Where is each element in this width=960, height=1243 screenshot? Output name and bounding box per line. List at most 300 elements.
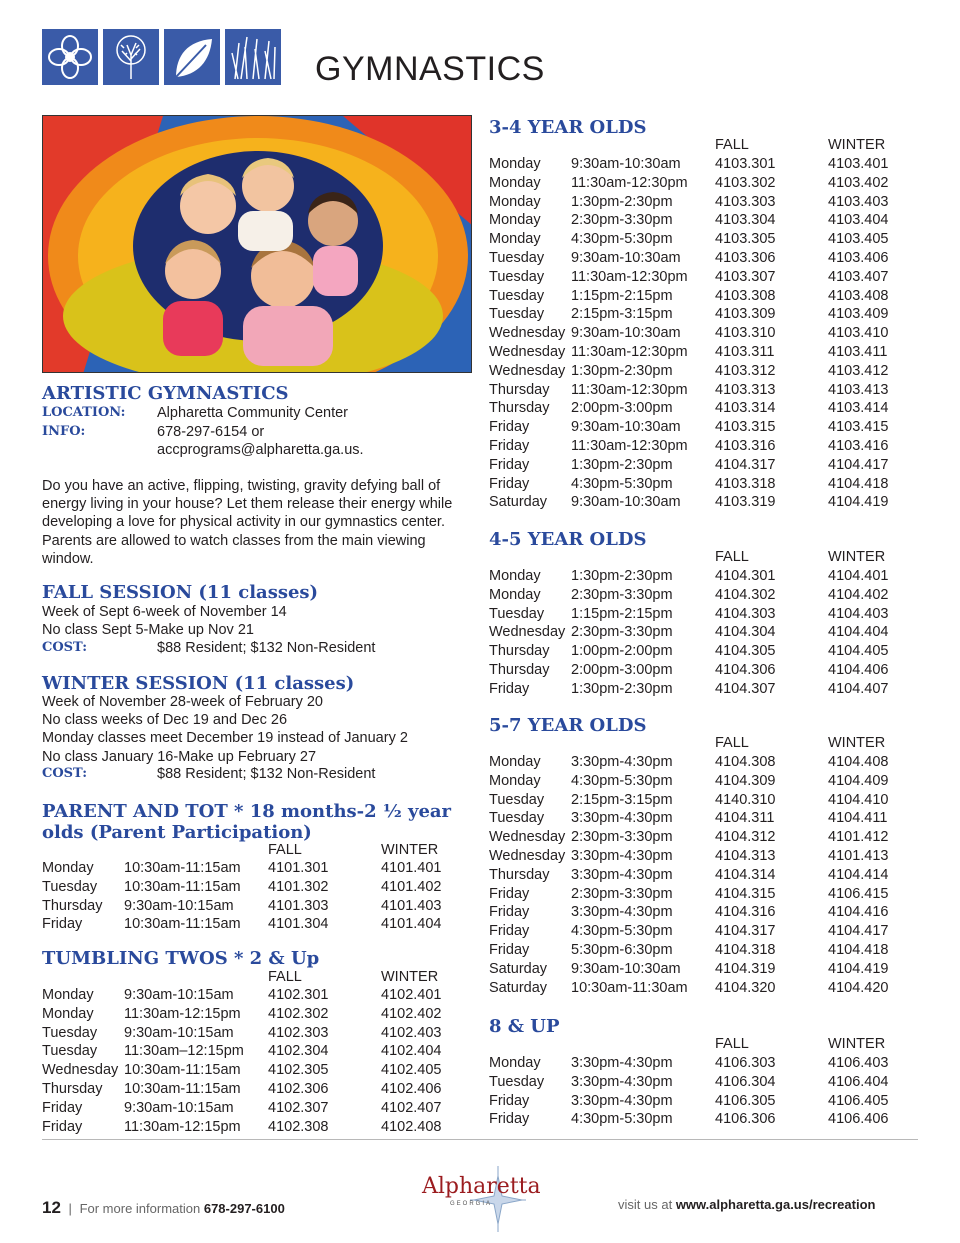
fall-session-dates: Week of Sept 6-week of November 14 — [42, 604, 287, 620]
schedule-row — [42, 1119, 472, 1138]
four-five-table — [489, 568, 919, 700]
schedule-row — [42, 1081, 472, 1100]
schedule-row — [489, 250, 919, 269]
schedule-row — [489, 400, 919, 419]
parent-tot-column-headers — [42, 842, 472, 860]
time-cell: 3:30pm-4:30pm — [571, 1092, 673, 1109]
day-cell: Saturday — [489, 960, 548, 977]
fall-code-cell: 4103.314 — [715, 400, 776, 417]
schedule-row — [489, 848, 919, 867]
tumbling-column-headers — [42, 969, 472, 987]
day-cell: Tuesday — [489, 791, 545, 808]
time-cell: 2:30pm-3:30pm — [571, 885, 673, 902]
time-cell: 1:30pm-2:30pm — [571, 362, 673, 379]
winter-column-header: WINTER — [381, 842, 439, 858]
time-cell: 4:30pm-5:30pm — [571, 1111, 673, 1128]
day-cell: Monday — [489, 193, 541, 210]
winter-code-cell: 4101.404 — [381, 916, 442, 933]
fall-code-cell: 4103.316 — [715, 438, 776, 454]
parent-tot-table — [42, 860, 472, 935]
location-value: Alpharetta Community Center — [157, 405, 348, 421]
day-cell: Tuesday — [489, 306, 545, 323]
tumbling-twos-heading: TUMBLING TWOS * 2 & Up — [42, 948, 320, 969]
time-cell: 11:30am-12:30pm — [571, 381, 688, 398]
winter-column-header: WINTER — [828, 735, 886, 751]
time-cell: 10:30am-11:15am — [124, 860, 241, 876]
winter-line: No class weeks of Dec 19 and Dec 26 — [42, 712, 288, 729]
schedule-row — [489, 306, 919, 325]
winter-code-cell: 4103.409 — [828, 306, 889, 323]
fall-code-cell: 4103.315 — [715, 419, 776, 436]
winter-cost-label: COST: — [42, 766, 88, 781]
day-cell: Friday — [489, 438, 530, 454]
schedule-row — [489, 980, 919, 999]
day-cell: Friday — [489, 904, 530, 921]
fall-code-cell: 4103.309 — [715, 306, 776, 323]
winter-code-cell: 4103.408 — [828, 287, 889, 304]
day-cell: Saturday — [489, 979, 548, 996]
time-cell: 11:30am-12:30pm — [571, 174, 688, 191]
fall-code-cell: 4101.302 — [268, 878, 329, 895]
time-cell: 9:30am-10:15am — [124, 987, 234, 1003]
time-cell: 9:30am-10:30am — [571, 960, 681, 977]
day-cell: Monday — [489, 568, 541, 584]
winter-code-cell: 4104.418 — [828, 942, 889, 958]
fall-code-cell: 4103.302 — [715, 174, 776, 191]
intro-paragraph — [42, 477, 472, 568]
time-cell: 10:30am-11:15am — [124, 1081, 241, 1097]
fall-code-cell: 4104.319 — [715, 960, 776, 977]
time-cell: 4:30pm-5:30pm — [571, 475, 673, 492]
footer-separator: | — [68, 1201, 72, 1216]
winter-code-cell: 4103.406 — [828, 250, 889, 266]
three-four-table — [489, 156, 919, 513]
winter-code-cell: 4106.404 — [828, 1073, 889, 1090]
intro-line: Parents are allowed to watch classes from the main viewing — [42, 532, 426, 549]
schedule-row — [42, 1062, 472, 1081]
parent-tot-heading: PARENT AND TOT * 18 months-2 ½ year — [42, 801, 452, 822]
time-cell: 9:30am-10:30am — [571, 250, 681, 266]
day-cell: Thursday — [489, 866, 550, 883]
time-cell: 2:30pm-3:30pm — [571, 212, 673, 229]
winter-column-header: WINTER — [381, 969, 439, 985]
fall-code-cell: 4104.311 — [715, 810, 775, 827]
winter-column-header: WINTER — [828, 1036, 886, 1052]
winter-code-cell: 4103.413 — [828, 381, 889, 398]
winter-code-cell: 4102.407 — [381, 1099, 442, 1116]
time-cell: 2:15pm-3:15pm — [571, 791, 673, 808]
day-cell: Thursday — [42, 897, 103, 914]
time-cell: 9:30am-10:30am — [571, 419, 681, 436]
fall-code-cell: 4104.315 — [715, 885, 776, 902]
winter-code-cell: 4103.415 — [828, 419, 889, 436]
winter-cost-value: $88 Resident; $132 Non-Resident — [157, 766, 376, 782]
time-cell: 1:15pm-2:15pm — [571, 287, 673, 304]
fall-code-cell: 4104.318 — [715, 942, 776, 958]
fall-code-cell: 4103.310 — [715, 325, 776, 342]
fall-code-cell: 4104.317 — [715, 456, 776, 473]
schedule-row — [489, 829, 919, 848]
time-cell: 2:00pm-3:00pm — [571, 400, 673, 417]
fall-code-cell: 4140.310 — [715, 791, 776, 808]
day-cell: Monday — [489, 1055, 541, 1071]
schedule-row — [489, 344, 919, 363]
footer-url[interactable]: www.alpharetta.ga.us/recreation — [675, 1197, 876, 1212]
five-seven-heading: 5-7 YEAR OLDS — [489, 715, 647, 736]
fall-code-cell: 4103.301 — [715, 156, 776, 172]
winter-code-cell: 4106.403 — [828, 1055, 889, 1071]
winter-code-cell: 4103.405 — [828, 231, 889, 248]
winter-code-cell: 4103.407 — [828, 268, 889, 285]
day-cell: Monday — [489, 754, 541, 770]
fall-column-header: FALL — [268, 969, 302, 985]
day-cell: Monday — [42, 1005, 94, 1022]
day-cell: Wednesday — [42, 1062, 119, 1079]
fall-code-cell: 4104.313 — [715, 848, 776, 864]
winter-code-cell: 4101.401 — [381, 860, 442, 876]
day-cell: Wednesday — [489, 325, 566, 342]
schedule-row — [489, 961, 919, 980]
logo-subtext: GEORGIA — [450, 1201, 493, 1207]
fall-column-header: FALL — [715, 549, 749, 565]
schedule-row — [489, 886, 919, 905]
fall-code-cell: 4104.312 — [715, 829, 776, 846]
winter-code-cell: 4104.418 — [828, 475, 889, 492]
time-cell: 1:30pm-2:30pm — [571, 193, 673, 210]
winter-code-cell: 4103.411 — [828, 344, 888, 360]
schedule-row — [489, 923, 919, 942]
fall-code-cell: 4106.306 — [715, 1111, 776, 1128]
winter-code-cell: 4102.403 — [381, 1024, 442, 1041]
day-cell: Friday — [489, 680, 530, 697]
fall-code-cell: 4106.305 — [715, 1092, 776, 1109]
time-cell: 4:30pm-5:30pm — [571, 923, 673, 940]
time-cell: 2:30pm-3:30pm — [571, 586, 673, 603]
winter-code-cell: 4104.404 — [828, 624, 889, 641]
day-cell: Tuesday — [489, 810, 545, 827]
schedule-row — [489, 1055, 919, 1074]
schedule-row — [489, 1074, 919, 1093]
time-cell: 1:30pm-2:30pm — [571, 680, 673, 697]
winter-code-cell: 4101.403 — [381, 897, 442, 914]
eight-up-column-headers — [489, 1036, 919, 1054]
parent-tot-subheading: olds (Parent Participation) — [42, 822, 312, 843]
schedule-row — [489, 568, 919, 587]
page-number: 12 — [42, 1198, 61, 1217]
schedule-row — [489, 643, 919, 662]
time-cell: 10:30am-11:30am — [571, 979, 688, 996]
time-cell: 11:30am-12:15pm — [124, 1118, 241, 1135]
fall-code-cell: 4104.317 — [715, 923, 776, 940]
fall-code-cell: 4104.308 — [715, 754, 776, 770]
schedule-row — [489, 810, 919, 829]
day-cell: Monday — [489, 586, 541, 603]
day-cell: Friday — [42, 1099, 83, 1116]
intro-line: developing a love for physical activity in our gymnastics center. — [42, 514, 445, 531]
time-cell: 11:30am-12:30pm — [571, 438, 688, 454]
schedule-row — [489, 212, 919, 231]
fall-code-cell: 4104.303 — [715, 605, 776, 622]
winter-code-cell: 4104.419 — [828, 960, 889, 977]
day-cell: Friday — [489, 475, 530, 492]
schedule-row — [489, 606, 919, 625]
info-label: INFO: — [42, 424, 86, 439]
fall-code-cell: 4103.308 — [715, 287, 776, 304]
winter-code-cell: 4104.411 — [828, 810, 888, 827]
day-cell: Friday — [489, 1111, 530, 1128]
three-four-column-headers — [489, 137, 919, 155]
fall-code-cell: 4104.306 — [715, 662, 776, 678]
fall-code-cell: 4103.307 — [715, 268, 776, 285]
fall-session-noclass: No class Sept 5-Make up Nov 21 — [42, 622, 254, 638]
winter-code-cell: 4102.405 — [381, 1062, 442, 1079]
three-four-heading: 3-4 YEAR OLDS — [489, 117, 647, 138]
day-cell: Monday — [489, 772, 541, 789]
time-cell: 5:30pm-6:30pm — [571, 942, 673, 958]
artistic-heading: ARTISTIC GYMNASTICS — [42, 383, 289, 404]
time-cell: 4:30pm-5:30pm — [571, 772, 673, 789]
schedule-row — [42, 879, 472, 898]
day-cell: Thursday — [489, 662, 550, 678]
day-cell: Tuesday — [42, 1043, 98, 1060]
day-cell: Friday — [489, 885, 530, 902]
winter-code-cell: 4104.417 — [828, 456, 889, 473]
winter-code-cell: 4103.414 — [828, 400, 889, 417]
fall-code-cell: 4101.303 — [268, 897, 329, 914]
schedule-row — [489, 269, 919, 288]
schedule-row — [489, 231, 919, 250]
eight-up-table — [489, 1055, 919, 1130]
fall-code-cell: 4103.305 — [715, 231, 776, 248]
winter-code-cell: 4104.419 — [828, 494, 889, 511]
winter-code-cell: 4106.405 — [828, 1092, 889, 1109]
fall-code-cell: 4106.303 — [715, 1055, 776, 1071]
tree-icon — [103, 29, 159, 85]
day-cell: Tuesday — [489, 1073, 545, 1090]
time-cell: 3:30pm-4:30pm — [571, 848, 673, 864]
time-cell: 11:30am-12:15pm — [124, 1005, 241, 1022]
day-cell: Monday — [489, 156, 541, 172]
fall-code-cell: 4102.301 — [268, 987, 329, 1003]
schedule-row — [489, 194, 919, 213]
time-cell: 9:30am-10:15am — [124, 1099, 234, 1116]
day-cell: Wednesday — [489, 624, 566, 641]
schedule-row — [489, 942, 919, 961]
time-cell: 1:00pm-2:00pm — [571, 643, 673, 660]
day-cell: Tuesday — [42, 1024, 98, 1041]
schedule-row — [489, 754, 919, 773]
fall-code-cell: 4104.302 — [715, 586, 776, 603]
day-cell: Wednesday — [489, 848, 566, 864]
time-cell: 1:30pm-2:30pm — [571, 456, 673, 473]
fall-column-header: FALL — [715, 1036, 749, 1052]
day-cell: Friday — [489, 1092, 530, 1109]
winter-code-cell: 4101.412 — [828, 829, 889, 846]
day-cell: Tuesday — [489, 250, 545, 266]
schedule-row — [42, 1025, 472, 1044]
fall-code-cell: 4102.307 — [268, 1099, 329, 1116]
schedule-row — [42, 1100, 472, 1119]
fall-code-cell: 4102.308 — [268, 1118, 329, 1135]
fall-code-cell: 4102.303 — [268, 1024, 329, 1041]
winter-code-cell: 4104.410 — [828, 791, 889, 808]
fall-code-cell: 4103.303 — [715, 193, 776, 210]
winter-column-header: WINTER — [828, 137, 886, 153]
winter-code-cell: 4104.405 — [828, 643, 889, 660]
winter-code-cell: 4104.417 — [828, 923, 889, 940]
day-cell: Thursday — [489, 400, 550, 417]
schedule-row — [489, 325, 919, 344]
winter-code-cell: 4104.402 — [828, 586, 889, 603]
four-five-heading: 4-5 YEAR OLDS — [489, 529, 647, 550]
fall-column-header: FALL — [268, 842, 302, 858]
time-cell: 11:30am-12:30pm — [571, 268, 688, 285]
fall-code-cell: 4103.306 — [715, 250, 776, 266]
fall-code-cell: 4104.316 — [715, 904, 776, 921]
fall-code-cell: 4103.313 — [715, 381, 776, 398]
day-cell: Wednesday — [489, 829, 566, 846]
time-cell: 2:15pm-3:15pm — [571, 306, 673, 323]
winter-line: Monday classes meet December 19 instead of January 2 — [42, 730, 408, 747]
intro-line: energy living in your house? Let them release their energy while — [42, 496, 453, 513]
schedule-row — [489, 419, 919, 438]
fall-code-cell: 4104.307 — [715, 680, 776, 697]
four-five-column-headers — [489, 549, 919, 567]
footer-info — [42, 1198, 285, 1218]
winter-code-cell: 4104.406 — [828, 662, 889, 678]
day-cell: Saturday — [489, 494, 548, 511]
five-seven-table — [489, 754, 919, 998]
time-cell: 3:30pm-4:30pm — [571, 866, 673, 883]
schedule-row — [42, 1043, 472, 1062]
winter-code-cell: 4101.402 — [381, 878, 442, 895]
day-cell: Thursday — [489, 381, 550, 398]
winter-code-cell: 4106.415 — [828, 885, 889, 902]
alpharetta-logo — [420, 1162, 540, 1234]
fall-cost-label: COST: — [42, 640, 88, 655]
time-cell: 9:30am-10:30am — [571, 156, 681, 172]
fall-code-cell: 4104.304 — [715, 624, 776, 641]
time-cell: 10:30am-11:15am — [124, 1062, 241, 1079]
schedule-row — [489, 867, 919, 886]
footer-phone: 678-297-6100 — [203, 1201, 285, 1216]
time-cell: 4:30pm-5:30pm — [571, 231, 673, 248]
winter-code-cell: 4103.410 — [828, 325, 889, 342]
location-label: LOCATION: — [42, 405, 126, 420]
day-cell: Friday — [489, 419, 530, 436]
schedule-row — [489, 457, 919, 476]
page-title: GYMNASTICS — [315, 50, 545, 88]
time-cell: 10:30am-11:15am — [124, 878, 241, 895]
time-cell: 11:30am-12:30pm — [571, 344, 688, 360]
time-cell: 9:30am-10:30am — [571, 325, 681, 342]
time-cell: 3:30pm-4:30pm — [571, 1073, 673, 1090]
winter-line: No class January 16-Make up February 27 — [42, 748, 317, 765]
fall-code-cell: 4104.314 — [715, 866, 776, 883]
day-cell: Monday — [489, 231, 541, 248]
info-phone: 678-297-6154 or — [157, 424, 265, 440]
fall-code-cell: 4104.305 — [715, 643, 776, 660]
day-cell: Tuesday — [489, 605, 545, 622]
schedule-row — [489, 494, 919, 513]
fall-code-cell: 4104.309 — [715, 772, 776, 789]
winter-line: Week of November 28-week of February 20 — [42, 694, 324, 710]
time-cell: 2:00pm-3:00pm — [571, 662, 673, 678]
fall-code-cell: 4103.312 — [715, 362, 776, 379]
schedule-row — [42, 898, 472, 917]
fall-session-heading: FALL SESSION (11 classes) — [42, 582, 319, 603]
fall-code-cell: 4103.318 — [715, 475, 776, 492]
time-cell: 1:30pm-2:30pm — [571, 568, 673, 584]
schedule-row — [489, 363, 919, 382]
schedule-row — [42, 987, 472, 1006]
schedule-row — [489, 681, 919, 700]
grass-icon — [225, 29, 281, 85]
fall-code-cell: 4103.319 — [715, 494, 776, 511]
day-cell: Tuesday — [42, 878, 98, 895]
schedule-row — [489, 1093, 919, 1112]
time-cell: 2:30pm-3:30pm — [571, 829, 673, 846]
winter-session-lines — [42, 693, 408, 766]
info-email[interactable]: accprograms@alpharetta.ga.us. — [157, 442, 364, 458]
fall-code-cell: 4106.304 — [715, 1073, 776, 1090]
day-cell: Friday — [489, 456, 530, 473]
day-cell: Monday — [42, 987, 94, 1003]
day-cell: Monday — [42, 860, 94, 876]
fall-code-cell: 4102.302 — [268, 1005, 329, 1022]
schedule-row — [42, 916, 472, 935]
fall-column-header: FALL — [715, 137, 749, 153]
winter-column-header: WINTER — [828, 549, 886, 565]
flower-icon — [42, 29, 98, 85]
winter-code-cell: 4104.416 — [828, 904, 889, 921]
tumbling-twos-table — [42, 987, 472, 1137]
five-seven-column-headers — [489, 735, 919, 753]
intro-line: window. — [42, 550, 94, 567]
day-cell: Tuesday — [489, 268, 545, 285]
fall-code-cell: 4102.305 — [268, 1062, 329, 1079]
time-cell: 3:30pm-4:30pm — [571, 1055, 673, 1071]
day-cell: Monday — [489, 174, 541, 191]
winter-code-cell: 4103.412 — [828, 362, 889, 379]
day-cell: Monday — [489, 212, 541, 229]
footer-visit — [618, 1197, 875, 1212]
winter-code-cell: 4103.416 — [828, 438, 889, 454]
time-cell: 2:30pm-3:30pm — [571, 624, 673, 641]
schedule-row — [489, 476, 919, 495]
schedule-row — [489, 662, 919, 681]
winter-code-cell: 4102.401 — [381, 987, 442, 1003]
header-icons — [42, 29, 281, 85]
fall-code-cell: 4101.304 — [268, 916, 329, 933]
schedule-row — [489, 773, 919, 792]
winter-code-cell: 4102.402 — [381, 1005, 442, 1022]
day-cell: Friday — [42, 916, 83, 933]
schedule-row — [489, 382, 919, 401]
leaf-icon — [164, 29, 220, 85]
logo-text: Alpharetta — [422, 1174, 541, 1199]
winter-code-cell: 4104.407 — [828, 680, 889, 697]
winter-code-cell: 4102.404 — [381, 1043, 442, 1060]
schedule-row — [489, 624, 919, 643]
winter-code-cell: 4104.408 — [828, 754, 889, 770]
time-cell: 3:30pm-4:30pm — [571, 754, 673, 770]
time-cell: 3:30pm-4:30pm — [571, 904, 673, 921]
winter-code-cell: 4104.414 — [828, 866, 889, 883]
schedule-row — [489, 175, 919, 194]
time-cell: 9:30am-10:15am — [124, 897, 234, 914]
time-cell: 9:30am-10:30am — [571, 494, 681, 511]
